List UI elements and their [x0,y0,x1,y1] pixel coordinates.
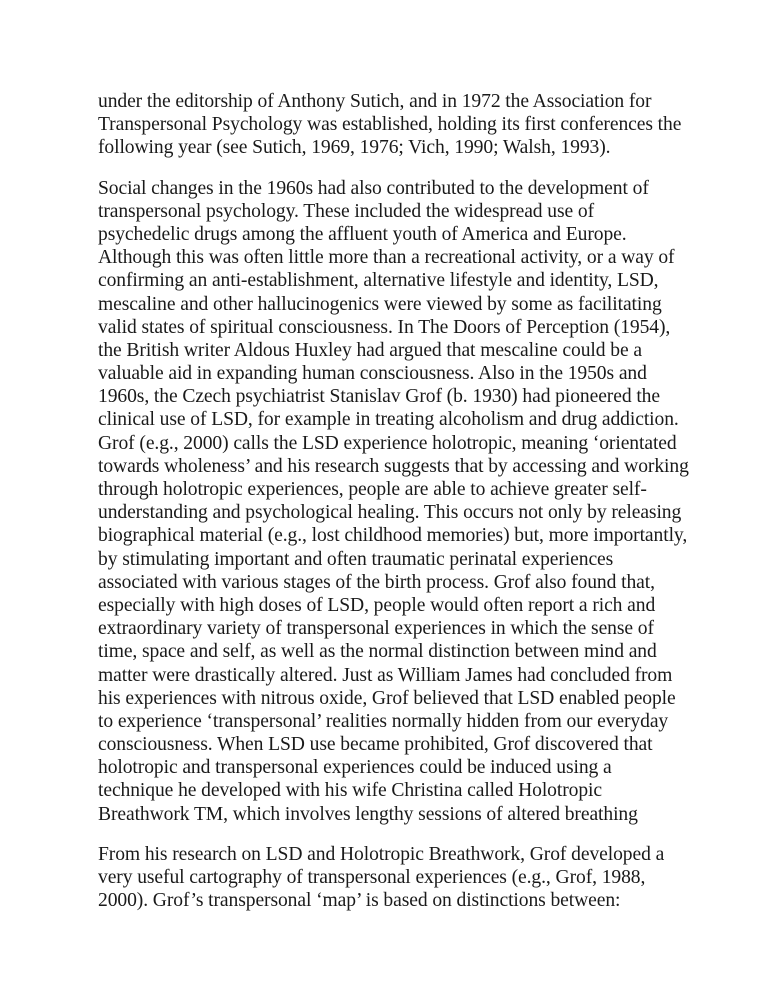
text-line: 1960s, the Czech psychiatrist Stanislav Grof (b. 1930) had pioneered the [98,386,660,408]
text-line: psychedelic drugs among the affluent youth of America and Europe. [98,223,627,245]
document-page [98,90,689,929]
text-line: his experiences with nitrous oxide, Grof believed that LSD enabled people [98,687,676,709]
paragraph-1 [98,90,682,160]
text-line: Breathwork TM, which involves lengthy sessions of altered breathing [98,803,638,825]
text-line: Social changes in the 1960s had also contributed to the development of [98,177,649,199]
text-line: towards wholeness’ and his research suggests that by accessing and working [98,455,689,477]
paragraph-3 [98,843,678,913]
text-line: transpersonal psychology. These included the widespread use of [98,200,595,222]
text-line: holotropic and transpersonal experiences could be induced using a [98,757,612,779]
text-line: especially with high doses of LSD, people would often report a rich and [98,594,656,616]
text-line: Grof (e.g., 2000) calls the LSD experience holotropic, meaning ‘orientated [98,432,677,454]
text-line: under the editorship of Anthony Sutich, and in 1972 the Association for [98,91,652,112]
text-line: by stimulating important and often traumatic perinatal experiences [98,548,614,570]
text-line: matter were drastically altered. Just as William James had concluded from [98,664,673,686]
text-line: valid states of spiritual consciousness. In The Doors of Perception (1954), [98,316,671,338]
text-line: From his research on LSD and Holotropic Breathwork, Grof developed a [98,843,665,865]
text-line: very useful cartography of transpersonal experiences (e.g., Grof, 1988, [98,867,646,888]
text-line: valuable aid in expanding human consciousness. Also in the 1950s and [98,363,647,385]
text-line: 2000). Grof’s transpersonal ‘map’ is based on distinctions between: [98,890,621,912]
text-line: the British writer Aldous Huxley had argued that mescaline could be a [98,339,642,361]
text-line: extraordinary variety of transpersonal experiences in which the sense of [98,618,654,640]
text-line: biographical material (e.g., lost childhood memories) but, more importantly, [98,525,688,547]
text-line: time, space and self, as well as the normal distinction between mind and [98,641,657,663]
text-line: clinical use of LSD, for example in treating alcoholism and drug addiction. [98,409,679,431]
text-line: following year (see Sutich, 1969, 1976; Vich, 1990; Walsh, 1993). [98,137,611,159]
text-line: through holotropic experiences, people are able to achieve greater self- [98,479,647,500]
text-line: mescaline and other hallucinogenics were viewed by some as facilitating [98,293,662,315]
text-line: Although this was often little more than a recreational activity, or a way of [98,247,675,269]
text-line: to experience ‘transpersonal’ realities normally hidden from our everyday [98,710,669,732]
paragraph-2 [98,177,689,826]
text-line: associated with various stages of the birth process. Grof also found that, [98,571,655,593]
text-line: confirming an anti-establishment, alternative lifestyle and identity, LSD, [98,270,659,292]
text-line: consciousness. When LSD use became prohibited, Grof discovered that [98,734,653,756]
text-line: technique he developed with his wife Christina called Holotropic [98,780,602,802]
text-line: Transpersonal Psychology was established, holding its first conferences the [98,114,682,136]
text-line: understanding and psychological healing. This occurs not only by releasing [98,502,682,524]
